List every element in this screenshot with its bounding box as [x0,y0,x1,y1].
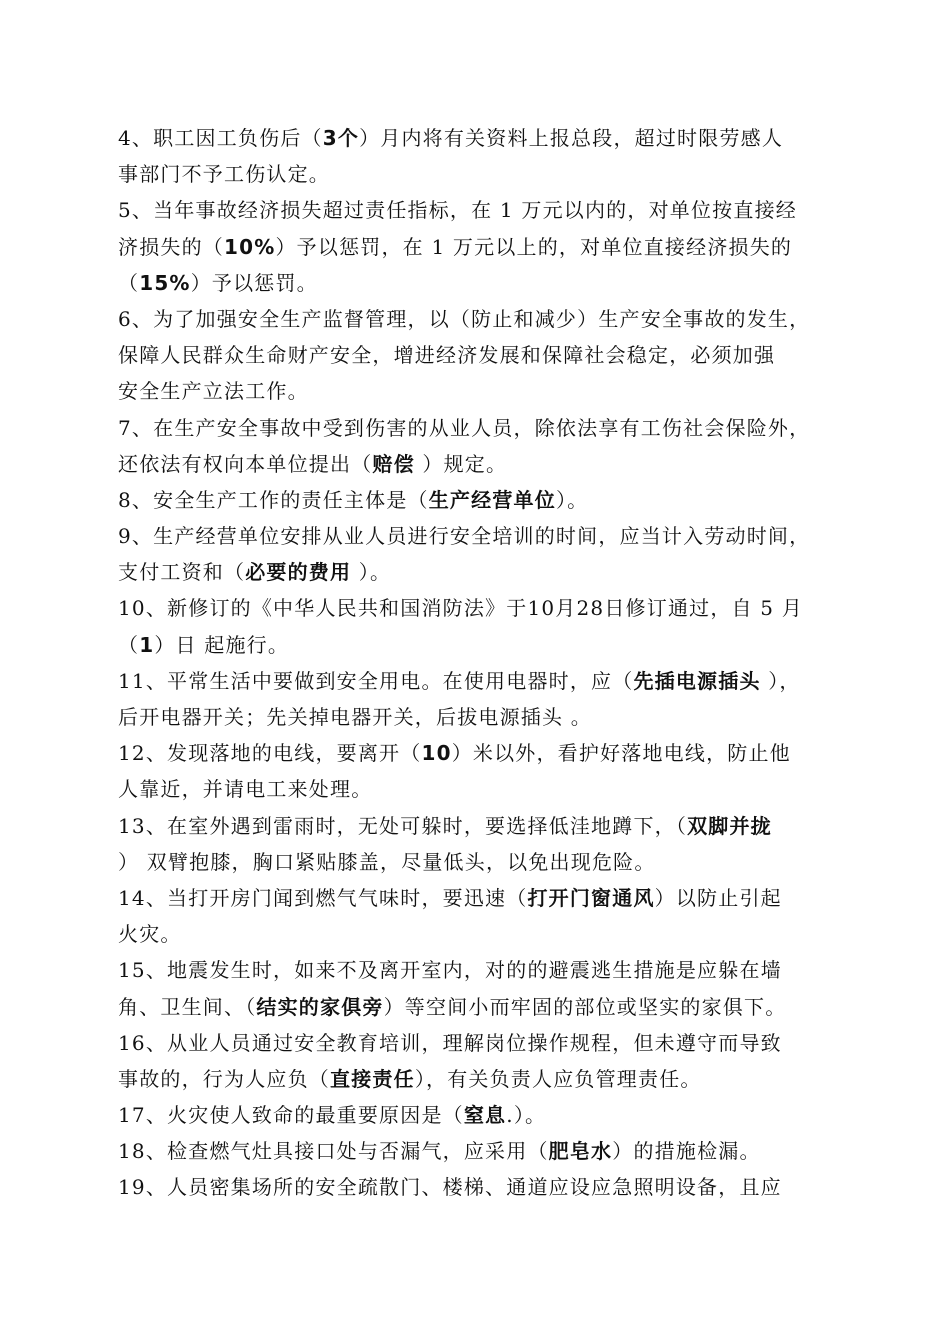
question-text: .）。 [506,1103,547,1128]
answer-text: 必要的费用 [245,560,352,585]
question-text: 角、卫生间、（ [118,994,257,1019]
question-text: ）等空间小而牢固的部位或坚实的家俱下。 [383,994,787,1019]
text-line [118,373,838,409]
question-text: 17、火灾使人致命的最重要原因是（ [118,1103,464,1128]
question-text: 11、平常生活中要做到安全用电。在使用电器时，应（ [118,668,634,693]
text-line [118,1169,838,1205]
question-text: 后开电器开关；先关掉电器开关，后拔电源插头 。 [118,705,592,729]
text-line [118,337,838,373]
question-text: 人靠近，并请电工来处理。 [118,777,373,802]
question-text: 14、当打开房门闻到燃气气味时，要迅速（ [118,885,528,910]
question-text: 12、发现落地的电线，要离开（ [118,741,422,766]
question-item-18 [118,1133,838,1169]
question-text: 16、从业人员通过安全教育培训，理解岗位操作规程，但未遵守而导致 [118,1030,782,1055]
question-text: 6、为了加强安全生产监督管理，以（防止和减少）生产安全事故的发生， [118,306,811,331]
question-text: 事故的，行为人应负（ [118,1066,330,1091]
text-line [118,301,838,337]
question-item-19 [118,1169,838,1205]
text-line [118,627,838,663]
question-item-11 [118,663,838,735]
question-text: ）。 [351,560,392,585]
question-text: ）， [760,668,801,693]
answer-text: 15% [139,270,191,295]
question-text: 18、检查燃气灶具接口处与否漏气，应采用（ [118,1139,549,1164]
question-item-13 [118,808,838,880]
answer-text: 1 [139,632,155,657]
question-text: ）。 [555,487,589,512]
text-line [118,410,838,446]
question-text: 15、地震发生时，如来不及离开室内，对的的避震逃生措施是应躲在墙 [118,958,782,983]
answer-text: 3个 [322,126,360,150]
question-text: （ [118,632,140,657]
question-text: 10、新修订的《中华人民共和国消防法》于10月28日修订通过，自 5 月 [118,596,803,621]
text-line [118,1025,838,1061]
text-line [118,120,838,156]
question-text: 安全生产立法工作。 [118,379,309,404]
answer-text: 10 [421,741,452,766]
answer-text: 双脚并拢 [687,813,772,838]
question-item-12 [118,735,838,807]
question-item-5 [118,192,838,301]
text-line [118,1133,838,1169]
text-line [118,916,838,952]
text-line [118,229,838,265]
question-text: 火灾。 [118,922,182,947]
question-text: 还依法有权向本单位提出（ [118,451,373,476]
question-text: ）的措施检漏。 [612,1139,761,1164]
text-line [118,265,838,301]
text-line [118,192,838,228]
question-text: 事部门不予工伤认定。 [118,162,330,187]
answer-text: 先插电源插头 [633,668,761,693]
question-item-9 [118,518,838,590]
question-text: ）月内将有关资料上报总段，超过时限劳感人 [359,126,784,150]
question-text: 保障人民群众生命财产安全，增进经济发展和保障社会稳定，必须加强 [118,343,776,368]
question-text: 济损失的（ [118,234,224,259]
question-item-17 [118,1097,838,1133]
text-line [118,880,838,916]
answer-text: 直接责任 [330,1066,415,1091]
text-line [118,156,838,192]
question-item-16 [118,1025,838,1097]
question-text: 支付工资和（ [118,560,246,585]
question-text: 5、当年事故经济损失超过责任指标，在 1 万元以内的，对单位按直接经 [118,198,797,223]
question-item-14 [118,880,838,952]
text-line [118,952,838,988]
question-item-4 [118,120,838,192]
answer-text: 10% [224,234,276,259]
text-line [118,663,838,699]
text-line [118,771,838,807]
question-item-8 [118,482,838,518]
text-line [118,1097,838,1133]
question-item-15 [118,952,838,1024]
question-text: 8、安全生产工作的责任主体是（ [118,487,429,512]
question-item-6 [118,301,838,410]
text-line [118,699,838,735]
question-text: 19、人员密集场所的安全疏散门、楼梯、通道应设应急照明设备，且应 [118,1175,782,1200]
question-text: ）予以惩罚。 [190,270,318,295]
question-text: 7、在生产安全事故中受到伤害的从业人员，除依法享有工伤社会保险外， [118,415,811,440]
question-item-10 [118,590,838,662]
answer-text: 窒息 [463,1103,507,1128]
question-text: ） 双臂抱膝，胸口紧贴膝盖，尽量低头，以免出现危险。 [118,849,656,874]
text-line [118,735,838,771]
text-line [118,518,838,554]
question-text: 13、在室外遇到雷雨时，无处可躲时，要选择低洼地蹲下，（ [118,813,688,838]
text-line [118,1061,838,1097]
text-line [118,446,838,482]
question-text: ）日 起施行。 [154,632,290,657]
question-item-7 [118,410,838,482]
answer-text: 肥皂水 [548,1139,613,1164]
answer-text: 结实的家俱旁 [256,994,384,1019]
text-line [118,808,838,844]
question-text: ），有关负责人应负管理责任。 [414,1066,702,1091]
question-text: （ [118,270,140,295]
text-line [118,482,838,518]
question-text: 9、生产经营单位安排从业人员进行安全培训的时间，应当计入劳动时间， [118,524,811,549]
question-text: ）以防止引起 [654,885,782,910]
question-text: ）予以惩罚，在 1 万元以上的，对单位直接经济损失的 [275,234,793,259]
text-line [118,554,838,590]
text-line [118,844,838,880]
text-line [118,590,838,626]
answer-text: 赔偿 [372,451,415,476]
question-text: ）规定。 [414,451,508,476]
answer-text: 生产经营单位 [428,487,556,512]
text-line [118,989,838,1025]
question-text: ）米以外，看护好落地电线，防止他 [451,741,791,766]
answer-text: 打开门窗通风 [527,885,655,910]
question-text: 4、职工因工负伤后（ [118,126,323,150]
document-page [118,120,838,1206]
